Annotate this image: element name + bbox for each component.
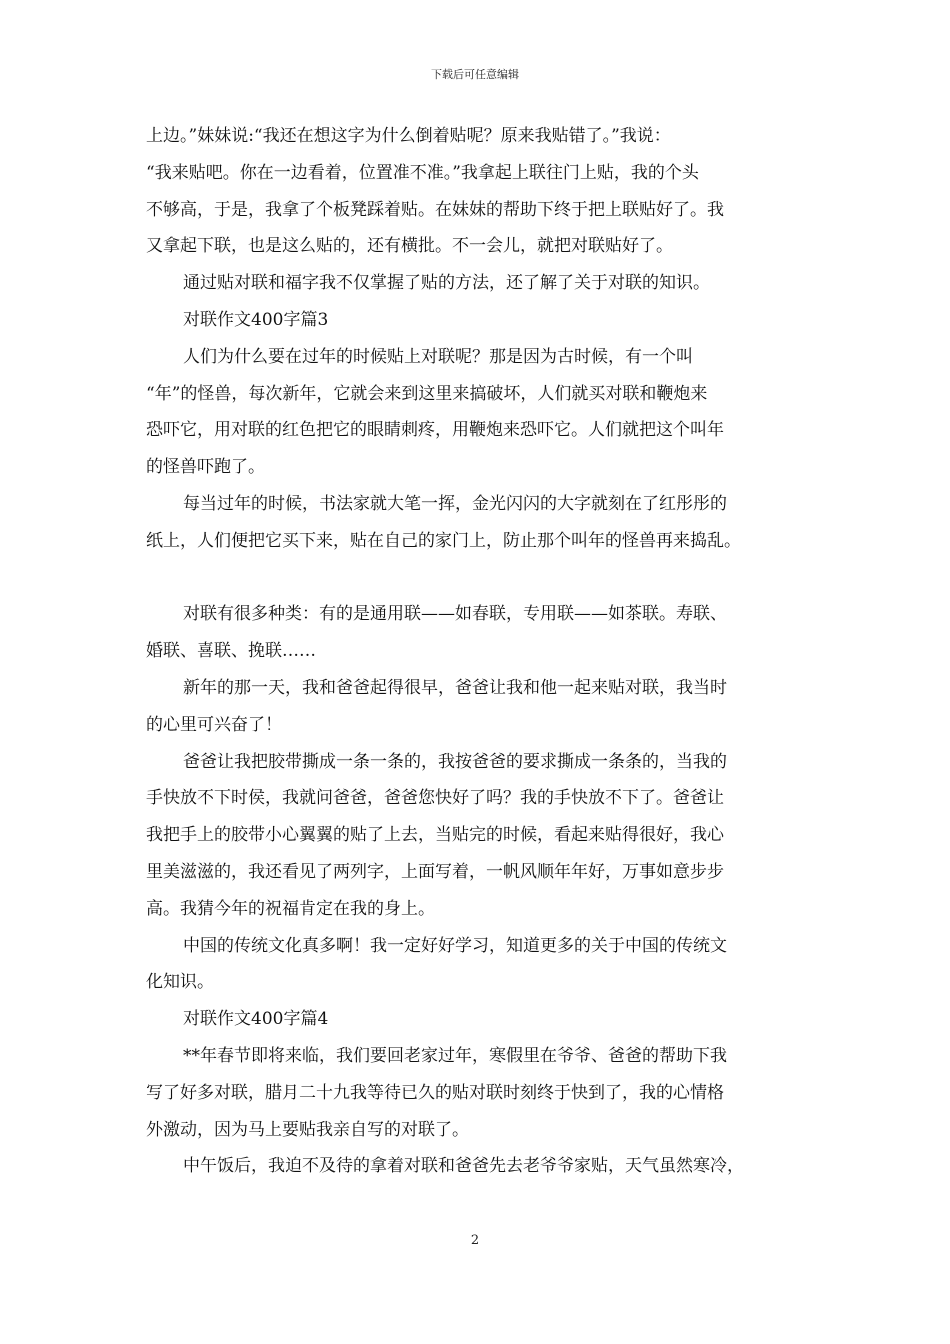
text-line: 中国的传统文化真多啊！我一定好好学习，知道更多的关于中国的传统文 xyxy=(183,935,727,956)
blank-line xyxy=(146,560,814,597)
text-line: 手快放不下时侯，我就问爸爸，爸爸您快好了吗？我的手快放不下了。爸爸让 xyxy=(146,788,724,809)
text-line: 通过贴对联和福字我不仅掌握了贴的方法，还了解了关于对联的知识。 xyxy=(183,273,710,294)
text-line: 婚联、喜联、挽联…… xyxy=(146,641,316,662)
text-line: 化知识。 xyxy=(146,972,214,993)
text-line: 新年的那一天，我和爸爸起得很早，爸爸让我和他一起来贴对联，我当时 xyxy=(183,677,727,698)
text-line: “我来贴吧。你在一边看着，位置准不准。”我拿起上联往门上贴，我的个头 xyxy=(146,162,699,183)
text-line: 人们为什么要在过年的时候贴上对联呢？那是因为古时候，有一个叫 xyxy=(183,346,693,367)
text-line: 每当过年的时候，书法家就大笔一挥，金光闪闪的大字就刻在了红彤彤的 xyxy=(183,493,727,514)
section-heading: 对联作文400字篇3 xyxy=(183,309,329,330)
text-line: 的心里可兴奋了！ xyxy=(146,714,282,735)
document-body xyxy=(146,118,814,1185)
text-line: 不够高，于是，我拿了个板凳踩着贴。在妹妹的帮助下终于把上联贴好了。我 xyxy=(146,199,724,220)
text-line: **年春节即将来临，我们要回老家过年，寒假里在爷爷、爸爸的帮助下我 xyxy=(183,1045,727,1066)
text-line: “年”的怪兽，每次新年，它就会来到这里来搞破坏，人们就买对联和鞭炮来 xyxy=(146,383,708,404)
section-heading: 对联作文400字篇4 xyxy=(183,1009,329,1030)
text-line: 写了好多对联，腊月二十九我等待已久的贴对联时刻终于快到了，我的心情格 xyxy=(146,1082,724,1103)
text-line: 外激动，因为马上要贴我亲自写的对联了。 xyxy=(146,1119,469,1140)
text-line: 高。我猜今年的祝福肯定在我的身上。 xyxy=(146,898,435,919)
text-line: 恐吓它，用对联的红色把它的眼睛刺疼，用鞭炮来恐吓它。人们就把这个叫年 xyxy=(146,420,724,441)
text-line: 我把手上的胶带小心翼翼的贴了上去，当贴完的时候，看起来贴得很好，我心 xyxy=(146,825,724,846)
text-line: 的怪兽吓跑了。 xyxy=(146,457,265,478)
text-line: 中午饭后，我迫不及待的拿着对联和爸爸先去老爷爷家贴，天气虽然寒冷， xyxy=(183,1156,744,1177)
text-line: 里美滋滋的，我还看见了两列字，上面写着，一帆风顺年年好，万事如意步步 xyxy=(146,861,724,882)
text-line: 纸上，人们便把它买下来，贴在自己的家门上，防止那个叫年的怪兽再来捣乱。 xyxy=(146,530,741,551)
text-line: 上边。”妹妹说:“我还在想这字为什么倒着贴呢？原来我贴错了。”我说： xyxy=(146,126,671,146)
page-number: 2 xyxy=(470,1233,480,1248)
text-line: 爸爸让我把胶带撕成一条一条的，我按爸爸的要求撕成一条条的，当我的 xyxy=(183,751,727,772)
text-line: 又拿起下联，也是这么贴的，还有横批。不一会儿，就把对联贴好了。 xyxy=(146,236,673,257)
page-header: 下载后可任意编辑 xyxy=(431,68,519,81)
text-line: 对联有很多种类：有的是通用联——如春联，专用联——如茶联。寿联、 xyxy=(183,604,727,625)
